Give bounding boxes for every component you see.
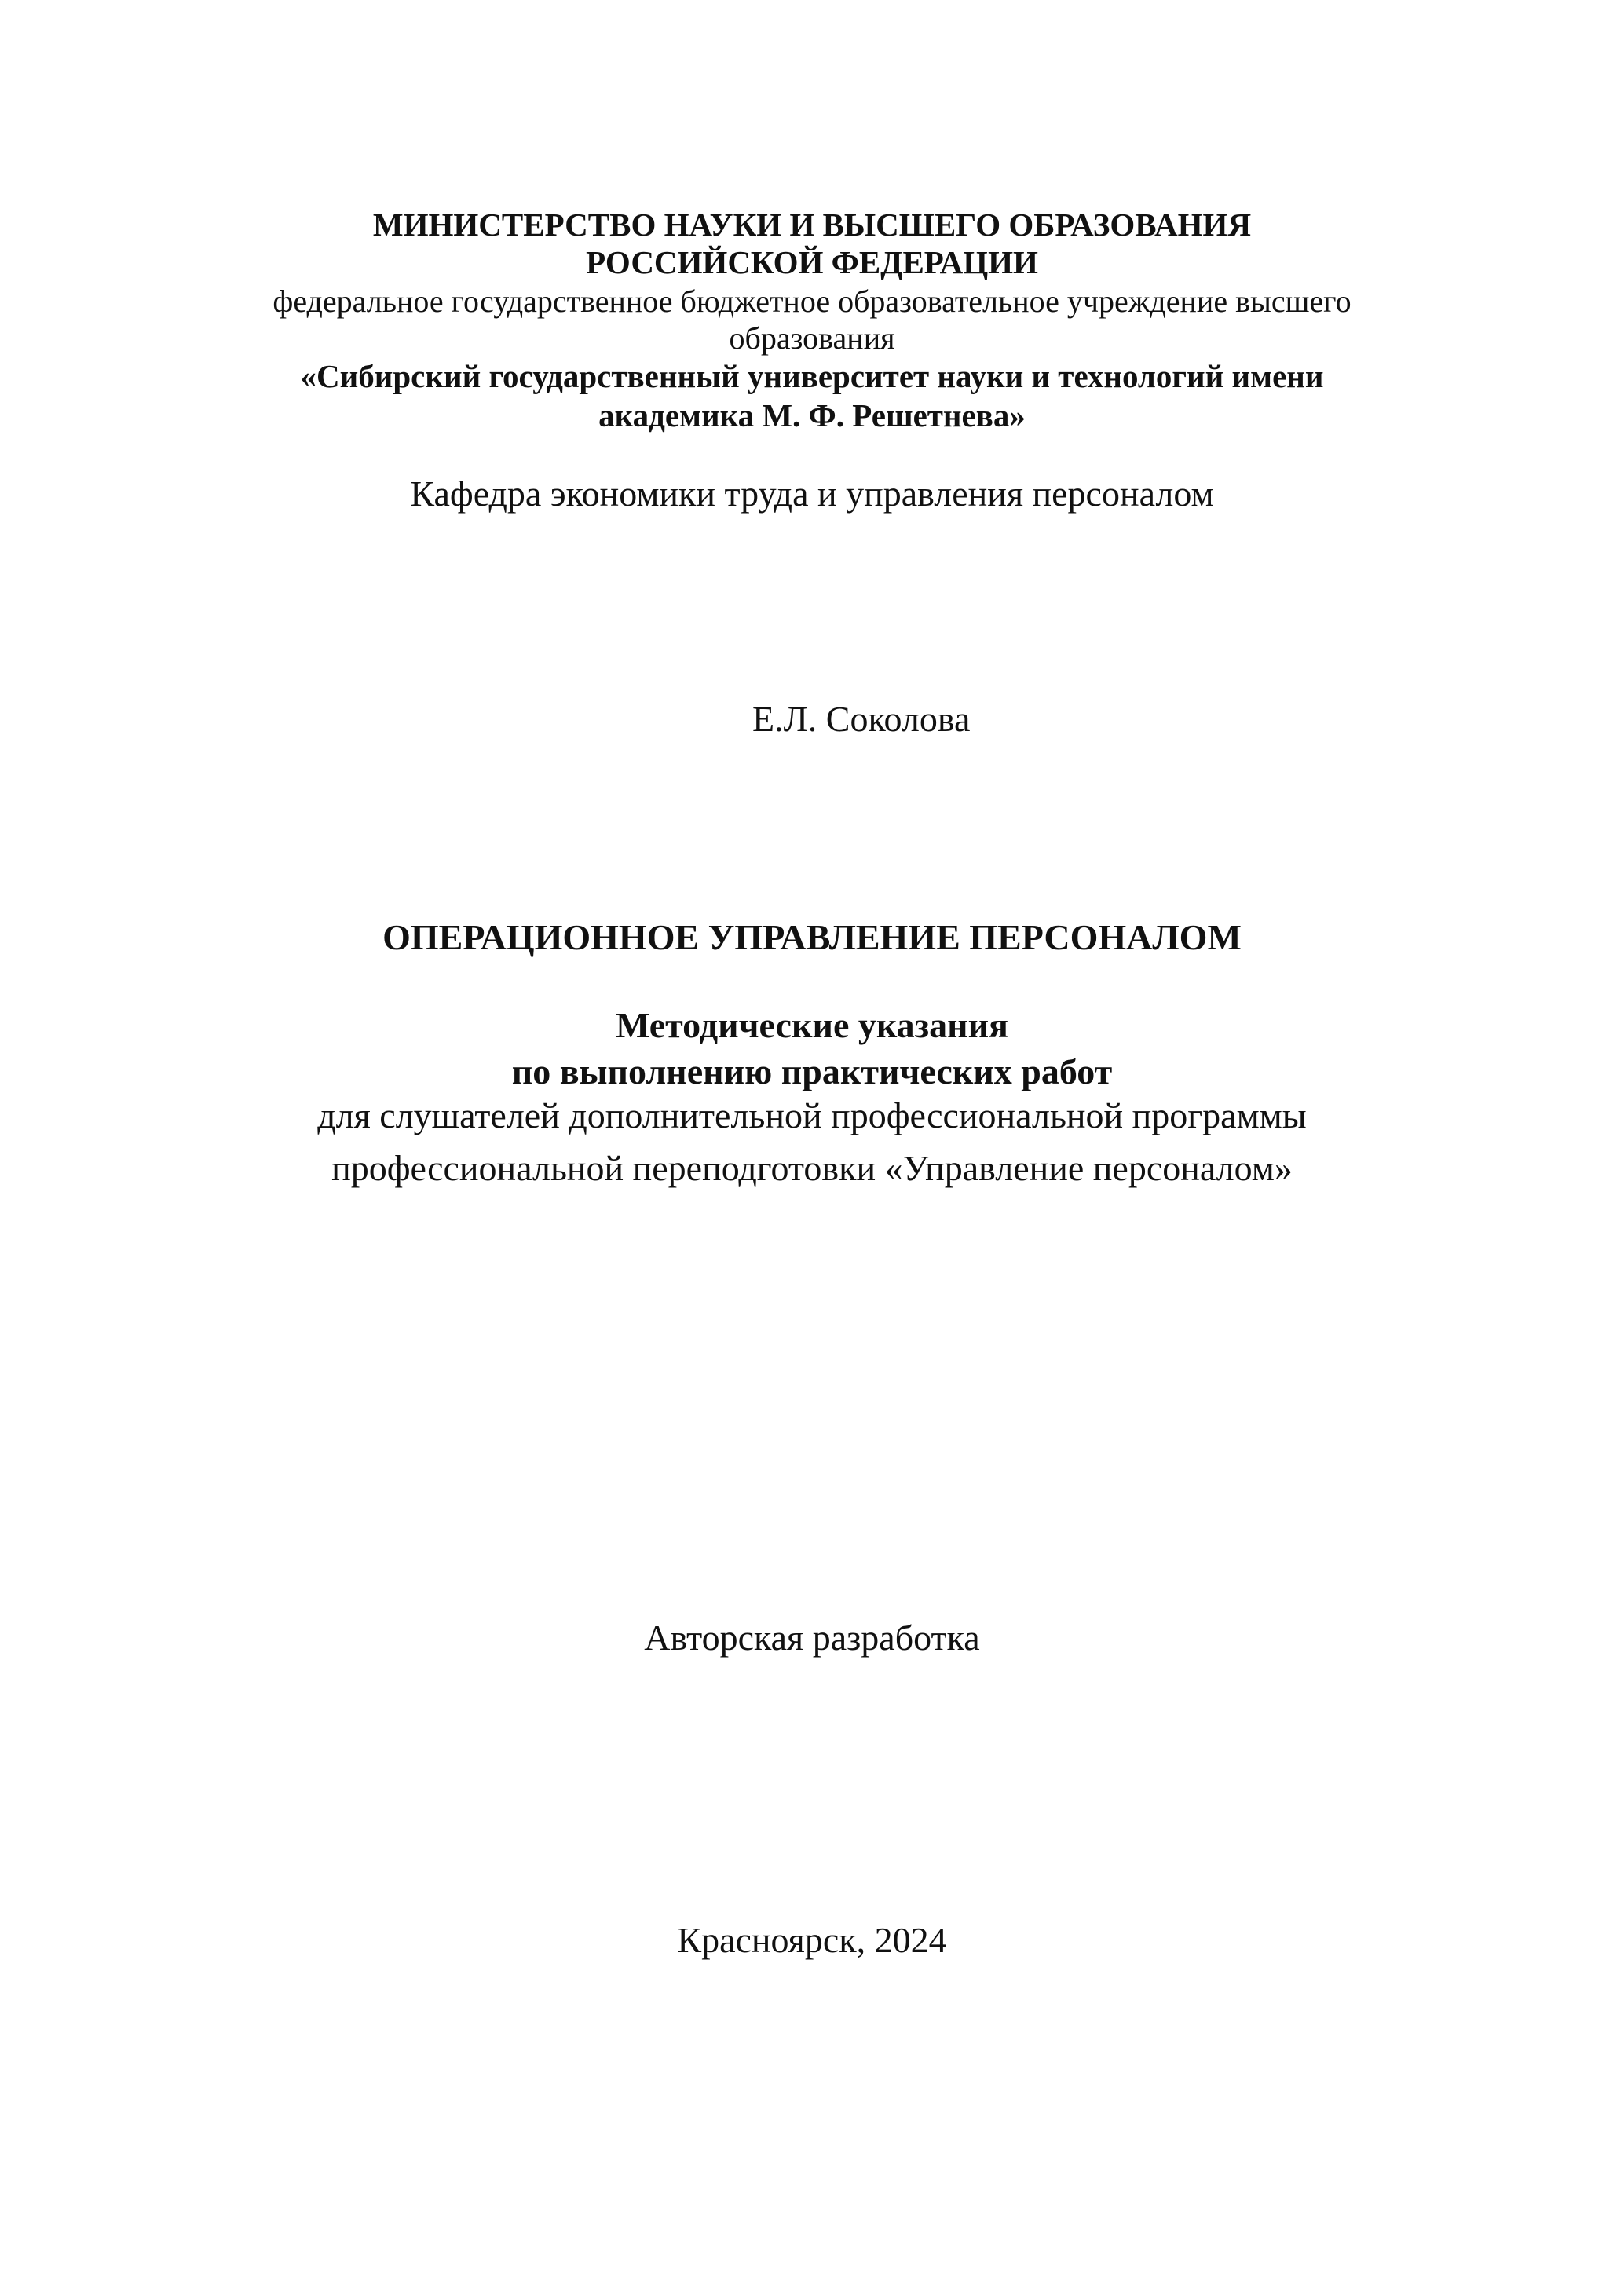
ministry-line-2: РОССИЙСКОЙ ФЕДЕРАЦИИ — [586, 244, 1038, 280]
subtitle-line-3: для слушателей дополнительной профессиональной программы — [317, 1095, 1307, 1135]
subtitle-line-1: Методические указания — [615, 1005, 1009, 1045]
institution-type-line-2: образования — [729, 320, 895, 356]
ministry-line-1: МИНИСТЕРСТВО НАУКИ И ВЫСШЕГО ОБРАЗОВАНИЯ — [372, 207, 1252, 243]
author: Е.Л. Соколова — [752, 699, 971, 739]
institution-type-line-1: федеральное государственное бюджетное образовательное учреждение высшего — [272, 283, 1352, 319]
document-title: ОПЕРАЦИОННОЕ УПРАВЛЕНИЕ ПЕРСОНАЛОМ — [382, 917, 1242, 957]
subtitle-line-4: профессиональной переподготовки «Управление персоналом» — [331, 1148, 1293, 1188]
subtitle-line-2: по выполнению практических работ — [511, 1051, 1113, 1091]
department: Кафедра экономики труда и управления персоналом — [410, 473, 1214, 514]
city-year: Красноярск, 2024 — [677, 1920, 947, 1960]
authorial-note: Авторская разработка — [644, 1618, 980, 1658]
university-line-2: академика М. Ф. Решетнева» — [598, 397, 1026, 433]
university-line-1: «Сибирский государственный университет науки и технологий имени — [300, 358, 1324, 394]
